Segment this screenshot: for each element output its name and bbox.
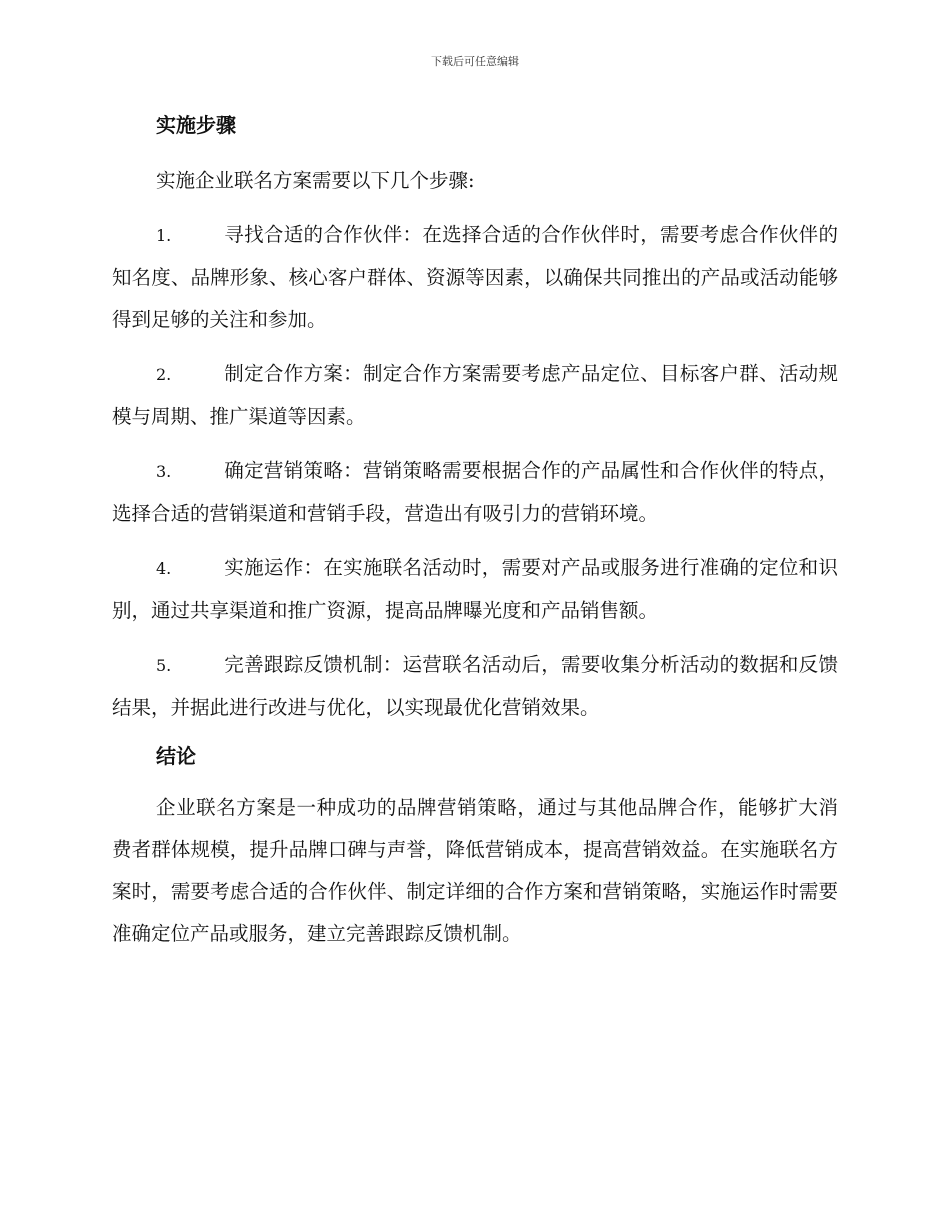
section-heading-implementation: 实施步骤 <box>156 113 236 137</box>
document-body <box>112 110 838 955</box>
list-number: 5. <box>156 656 172 675</box>
intro-paragraph: 实施企业联名方案需要以下几个步骤: <box>156 169 475 192</box>
list-item-3 <box>112 450 838 535</box>
list-number: 4. <box>156 559 172 578</box>
list-number: 2. <box>156 365 172 384</box>
list-item-text: 实施运作：在实施联名活动时，需要对产品或服务进行准确的定位和识别，通过共享渠道和推广资源，提高品牌曝光度和产品销售额。 <box>112 556 838 622</box>
list-item-1 <box>112 214 838 341</box>
list-item-5 <box>112 644 838 729</box>
list-item-4 <box>112 547 838 632</box>
list-item-text: 完善跟踪反馈机制：运营联名活动后，需要收集分析活动的数据和反馈结果，并据此进行改进与优化，以实现最优化营销效果。 <box>112 653 838 719</box>
list-number: 3. <box>156 462 172 481</box>
list-number: 1. <box>156 226 172 245</box>
list-item-text: 确定营销策略：营销策略需要根据合作的产品属性和合作伙伴的特点，选择合适的营销渠道和营销手段，营造出有吸引力的营销环境。 <box>112 459 838 525</box>
section-heading-conclusion: 结论 <box>156 744 196 768</box>
conclusion-paragraph: 企业联名方案是一种成功的品牌营销策略，通过与其他品牌合作，能够扩大消费者群体规模，提升品牌口碑与声誉，降低营销成本，提高营销效益。在实施联名方案时，需要考虑合适的合作伙伴、制定详细的合作方案和营销策略，实施运作时需要准确定位产品或服务，建立完善跟踪反馈机制。 <box>112 796 838 945</box>
page-header: 下载后可任意编辑 <box>431 55 519 68</box>
list-item-text: 制定合作方案：制定合作方案需要考虑产品定位、目标客户群、活动规模与周期、推广渠道等因素。 <box>112 362 838 428</box>
list-item-text: 寻找合适的合作伙伴：在选择合适的合作伙伴时，需要考虑合作伙伴的知名度、品牌形象、核心客户群体、资源等因素，以确保共同推出的产品或活动能够得到足够的关注和参加。 <box>112 223 838 331</box>
list-item-2 <box>112 353 838 438</box>
